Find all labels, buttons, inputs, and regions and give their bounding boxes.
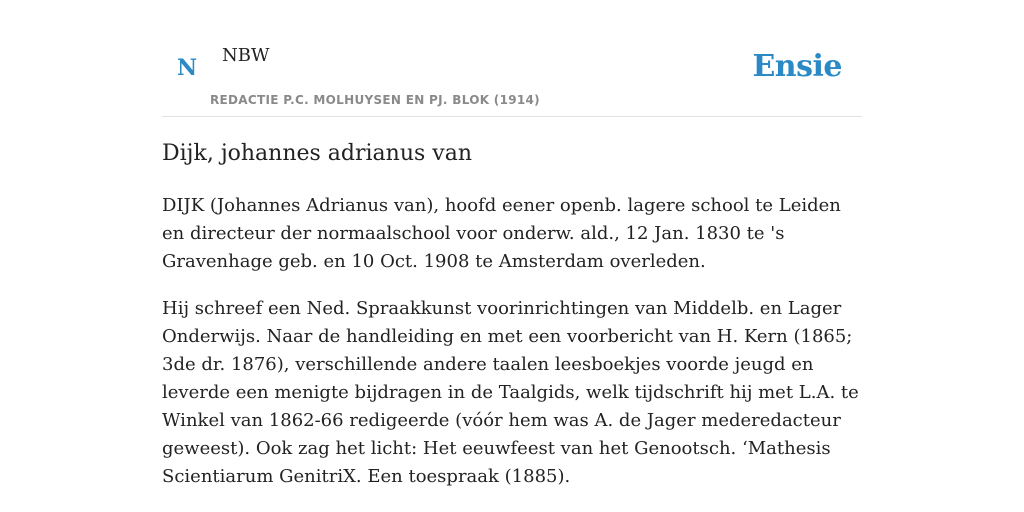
site-header bbox=[162, 0, 862, 117]
editor-credit: REDACTIE P.C. MOLHUYSEN EN PJ. BLOK (1914) bbox=[210, 93, 540, 107]
source-name[interactable]: NBW bbox=[222, 45, 270, 66]
brand-logo[interactable]: Ensie bbox=[752, 49, 842, 84]
article-paragraph: Hij schreef een Ned. Spraakkunst voorinrichtingen van Middelb. en Lager Onderwijs. Naar de handleiding en met een voorbericht van H. Kern (1865; 3de dr. 1876), verschillende andere taalen leesboekjes voorde jeugd en leverde een menigte bijdragen in de Taalgids, welk tijdschrift hij met L.A. te Winkel van 1862-66 redigeerde (vóór hem was A. de Jager mederedacteur geweest). Ook zag het licht: Het eeuwfeest van het Genootsch. ‘Mathesis Scientiarum GenitriX. Een toespraak (1885). bbox=[162, 298, 859, 487]
article-paragraph: DIJK (Johannes Adrianus van), hoofd eener openb. lagere school te Leiden en directeur der normaalschool voor onderw. ald., 12 Jan. 1830 te 's Gravenhage geb. en 10 Oct. 1908 te Amsterdam overleden. bbox=[162, 195, 841, 272]
page-container bbox=[162, 0, 862, 487]
article-title: Dijk, johannes adrianus van bbox=[162, 141, 473, 166]
source-logo[interactable]: N bbox=[177, 55, 198, 81]
article-body bbox=[162, 192, 862, 510]
